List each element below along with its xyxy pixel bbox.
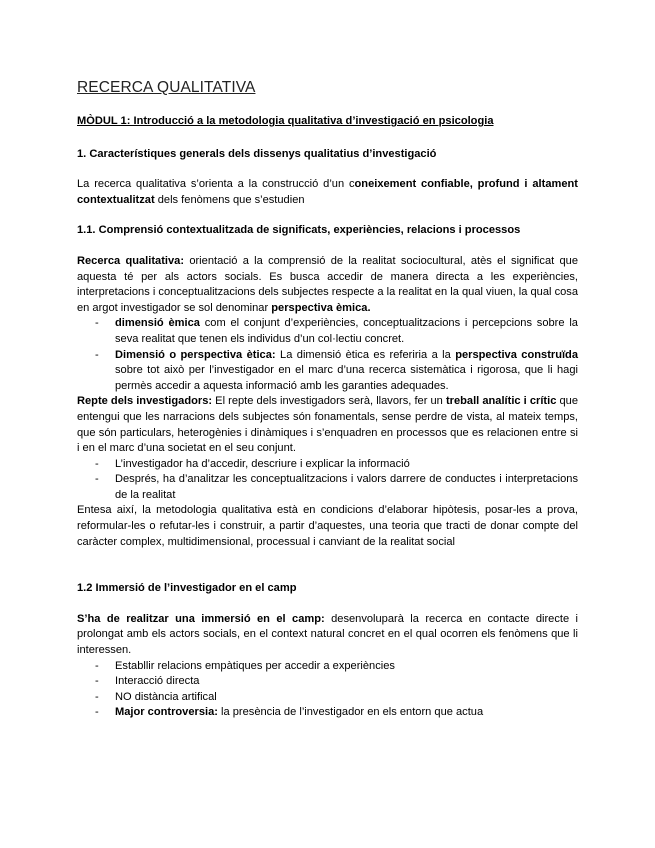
- bold-run: S’ha de realitzar una immersió en el camp:: [77, 612, 325, 625]
- list-item: [115, 348, 578, 395]
- bold-run: oneixement confiable, profund i altament contextualitzat: [77, 178, 578, 206]
- repte-list: [77, 457, 578, 504]
- text-run: com el conjunt d’experiències, conceptualitzacions i percepcions sobre la seva realitat que tenen els individus d’un col·lectiu concret.: [115, 317, 578, 345]
- bold-run: Recerca qualitativa:: [77, 254, 185, 267]
- bold-run: treball analític i crític: [445, 395, 557, 408]
- document-title: RECERCA QUALITATIVA: [77, 79, 256, 96]
- document-content: [77, 78, 578, 721]
- text-run: desenvoluparà la recerca en contacte directe i prolongat amb els actors socials, en el context natural concret en el qual ocorren els fenòmens que li interessen.: [77, 612, 578, 657]
- text-run: orientació a la comprensió de la realitat sociocultural, atès el significat que aquesta té per als actors socials. Es busca accedir de manera directa a les experiències, interpretacions i conceptualitzacions dels subjectes respecte a la realitat en la qual viuen, la qual cosa en argot investigador se sol denominar: [77, 254, 578, 314]
- text-run: dels fenòmens que s’estudien: [154, 193, 305, 206]
- conclusion-paragraph: Entesa així, la metodologia qualitativa està en condicions d’elaborar hipòtesis, posar-les a prova, reformular-les o refutar-les i construir, a partir d’aquestes, una teoria que tracti de donar compte del caràcter complex, multidimensional, processual i canviant de la realitat social: [77, 504, 578, 548]
- immersio-list: [77, 659, 578, 721]
- text-run: que entengui que les narracions dels subjectes són fonamentals, sense perdre de vista, al mateix temps, que són particulars, heterogènies i dinàmiques i s’enquadren en processos que es relacionen entre si i en el marc d’una societat en el seu conjunt.: [77, 395, 579, 455]
- recerca-qualitativa-paragraph: [77, 254, 578, 316]
- repte-paragraph: [77, 394, 578, 456]
- list-item: - NO distància artifical: [115, 690, 578, 706]
- list-item: [115, 705, 578, 721]
- text-run: sobre tot això per l’investigador en el marc d’una recerca sistemàtica i rigorosa, que li hagi permès accedir a aquesta informació amb les garanties adequades.: [115, 364, 578, 392]
- immersio-paragraph: [77, 612, 578, 659]
- text-run: El repte dels investigadors serà, llavors, fer un: [212, 395, 446, 408]
- bold-run: dimensió èmica: [115, 317, 200, 330]
- section-1-paragraph: [77, 177, 578, 208]
- module-heading: MÒDUL 1: Introducció a la metodologia qualitativa d’investigació en psicologia: [77, 115, 494, 127]
- section-1-heading: 1. Característiques generals dels dissenys qualitatius d’investigació: [77, 147, 437, 160]
- list-item: - L’investigador ha d’accedir, descriure i explicar la informació: [115, 457, 578, 473]
- text-run: La recerca qualitativa s’orienta a la construcció d’un c: [77, 178, 355, 191]
- bold-run: Repte dels investigadors:: [77, 395, 213, 408]
- section-1-2-heading: 1.2 Immersió de l’investigador en el camp: [77, 582, 297, 595]
- section-1-1-heading: 1.1. Comprensió contextualitzada de significats, experiències, relacions i processos: [77, 224, 521, 237]
- perspective-list: [77, 316, 578, 394]
- bold-run: perspectiva èmica.: [271, 301, 371, 314]
- text-run: la presència de l’investigador en els entorn que actua: [217, 706, 484, 719]
- list-item: - Interacció directa: [115, 674, 578, 690]
- list-item: - Després, ha d’analitzar les conceptualitzacions i valors darrere de conductes i interpretacions de la realitat: [115, 472, 578, 503]
- text-run: La dimensió ètica es referiria a la: [275, 348, 456, 361]
- list-item: - Establlir relacions empàtiques per accedir a experiències: [115, 659, 578, 675]
- bold-run: Dimensió o perspectiva ètica:: [115, 348, 276, 361]
- list-item: [115, 316, 578, 347]
- bold-run: perspectiva construïda: [455, 348, 579, 361]
- bold-run: Major controversia:: [115, 706, 218, 719]
